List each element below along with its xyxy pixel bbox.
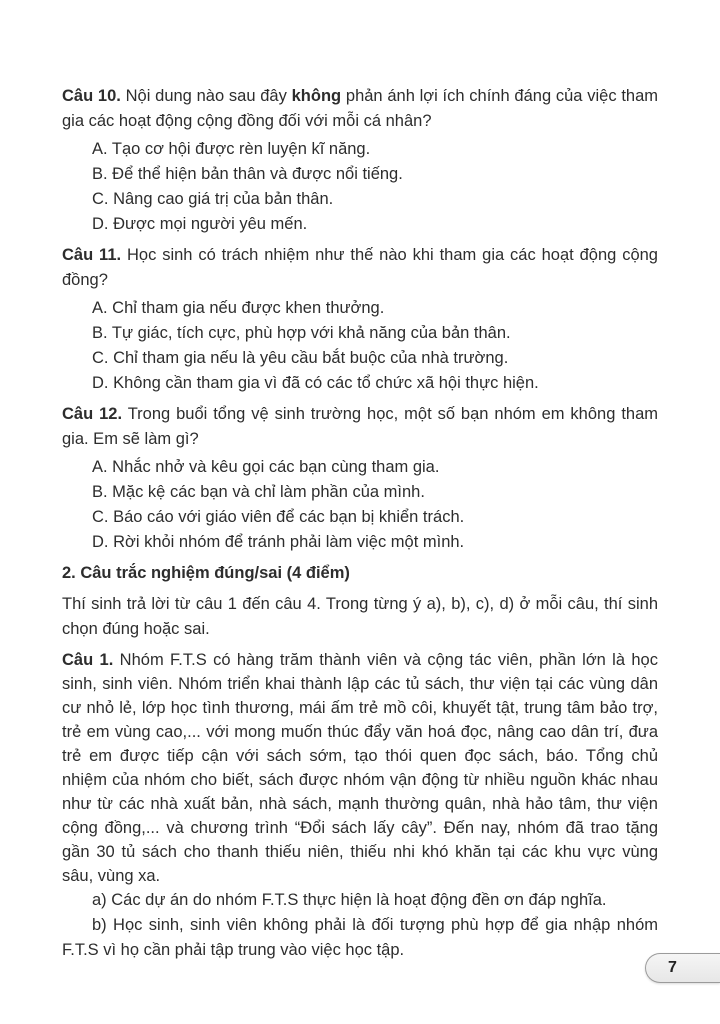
page-number: 7 xyxy=(668,959,677,976)
answer-option: B. Tự giác, tích cực, phù hợp với khả năng của bản thân. xyxy=(92,324,511,342)
answer-option: D. Được mọi người yêu mến. xyxy=(92,215,308,233)
question-11-text xyxy=(62,243,658,293)
question-11-options xyxy=(62,296,658,396)
question-1-paragraph xyxy=(62,648,658,888)
question-10-label: Câu 10. xyxy=(62,87,121,105)
question-11-body: Học sinh có trách nhiệm như thế nào khi tham gia các hoạt động cộng đồng? xyxy=(62,246,658,289)
section-2-instruction: Thí sinh trả lời từ câu 1 đến câu 4. Trong từng ý a), b), c), d) ở mỗi câu, thí sinh chọn đúng hoặc sai. xyxy=(62,595,658,638)
question-1-body: Nhóm F.T.S có hàng trăm thành viên và cộng tác viên, phần lớn là học sinh, sinh viên. Nhóm triển khai thành lập các tủ sách, thư viện tại các vùng dân cư nhỏ lẻ, lớp học tình thương, mái ấm trẻ mồ côi, khuyết tật, trung tâm bảo trợ, trẻ em vùng cao,... với mong muốn thúc đẩy văn hoá đọc, nâng cao dân trí, đưa trẻ em được tiếp cận với sách sớm, tạo thói quen đọc sách, báo. Tổng chủ nhiệm của nhóm cho biết, sách được nhóm vận động từ nhiều nguồn khác nhau như từ các nhà xuất bản, nhà sách, mạnh thường quân, nhà hảo tâm, thư viện cộng đồng,... và chương trình “Đổi sách lấy cây”. Đến nay, nhóm đã trao tặng gần 30 tủ sách cho thanh thiếu niên, thiếu nhi khó khăn tại các khu vực vùng sâu, vùng xa. xyxy=(62,651,658,885)
question-1-label: Câu 1. xyxy=(62,651,114,669)
question-1-item-a: a) Các dự án do nhóm F.T.S thực hiện là hoạt động đền ơn đáp nghĩa. xyxy=(92,891,607,909)
page-number-tab xyxy=(645,953,720,983)
answer-option: C. Nâng cao giá trị của bản thân. xyxy=(92,190,334,208)
question-10-post: phản ánh lợi ích chính đáng của việc tham gia các hoạt động cộng đồng đối với mỗi cá nhân? xyxy=(62,87,659,130)
answer-option: C. Chỉ tham gia nếu là yêu cầu bắt buộc của nhà trường. xyxy=(92,349,509,367)
question-10-options xyxy=(62,137,658,237)
answer-option: D. Không cần tham gia vì đã có các tổ chức xã hội thực hiện. xyxy=(92,374,539,392)
answer-option: B. Mặc kệ các bạn và chỉ làm phần của mình. xyxy=(92,483,425,501)
question-10-text xyxy=(62,84,658,134)
question-12-label: Câu 12. xyxy=(62,405,123,423)
question-11-label: Câu 11. xyxy=(62,246,122,264)
section-2-heading: 2. Câu trắc nghiệm đúng/sai (4 điểm) xyxy=(62,564,350,582)
question-10-bold-word: không xyxy=(291,87,342,105)
answer-option: A. Tạo cơ hội được rèn luyện kĩ năng. xyxy=(92,140,371,158)
answer-option: C. Báo cáo với giáo viên để các bạn bị khiển trách. xyxy=(92,508,465,526)
question-12-options xyxy=(62,455,658,555)
question-1-item-b: b) Học sinh, sinh viên không phải là đối tượng phù hợp để gia nhập nhóm F.T.S vì họ cần phải tập trung vào việc học tập. xyxy=(62,916,658,959)
question-12-text xyxy=(62,402,658,452)
answer-option: B. Để thể hiện bản thân và được nổi tiếng. xyxy=(92,165,403,183)
question-10-pre: Nội dung nào sau đây xyxy=(125,87,287,105)
page-content xyxy=(62,84,658,963)
question-12-body: Trong buổi tổng vệ sinh trường học, một số bạn nhóm em không tham gia. Em sẽ làm gì? xyxy=(62,405,658,448)
answer-option: A. Nhắc nhở và kêu gọi các bạn cùng tham gia. xyxy=(92,458,440,476)
answer-option: D. Rời khỏi nhóm để tránh phải làm việc một mình. xyxy=(92,533,465,551)
answer-option: A. Chỉ tham gia nếu được khen thưởng. xyxy=(92,299,385,317)
